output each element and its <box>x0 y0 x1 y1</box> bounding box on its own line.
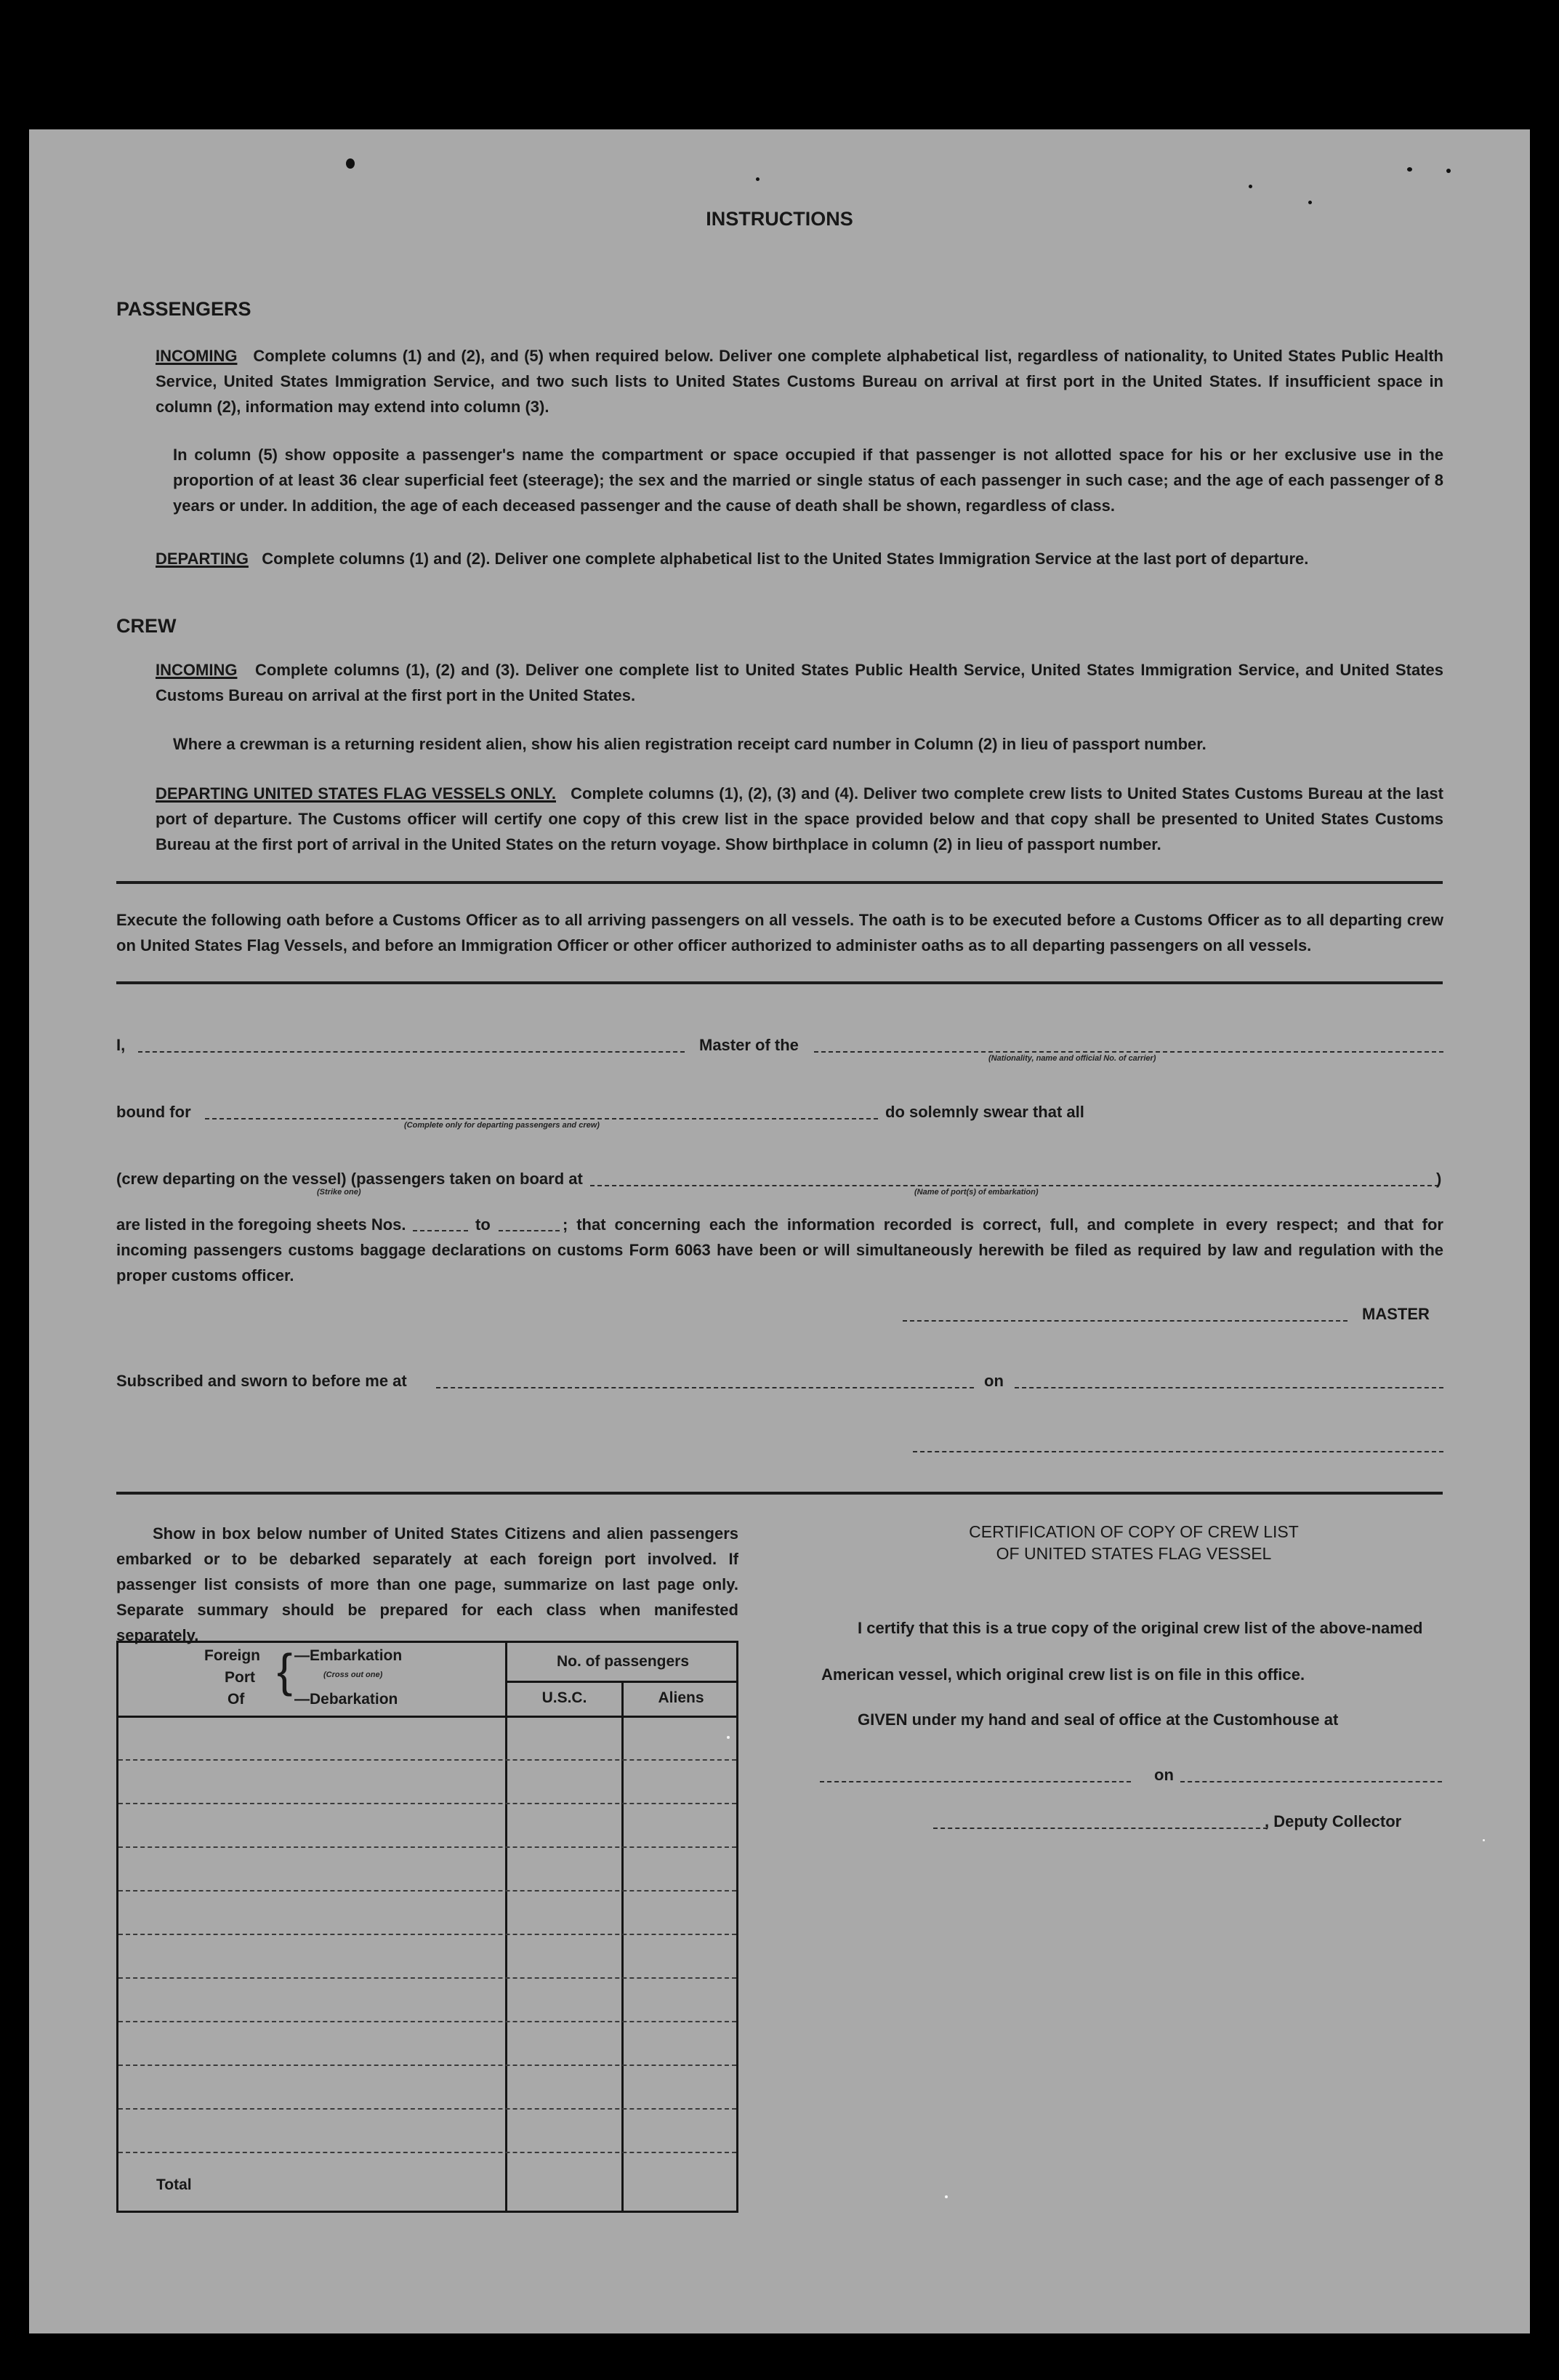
oath-i-label: I, <box>116 1036 126 1054</box>
ink-speck <box>1249 185 1252 188</box>
ink-speck <box>346 158 355 169</box>
bound-for-hint: (Complete only for departing passengers and crew) <box>404 1121 600 1130</box>
listed-sheets-label: are listed in the foregoing sheets Nos. <box>116 1215 406 1234</box>
oath-intro: Execute the following oath before a Customs Officer as to all arriving passengers on all vessels. The oath is to be executed before a Customs Officer as to all departing crew on United States Flag Vessels, and before an Immigration Officer or other officer authorized to administer oaths as to all departing passengers on all vessels. <box>116 911 1443 954</box>
brace-glyph: { <box>277 1644 293 1697</box>
close-paren: ) <box>1436 1170 1442 1188</box>
bound-for-field[interactable] <box>205 1118 878 1119</box>
crew-departing-paragraph <box>156 781 1443 857</box>
carrier-hint: (Nationality, name and official No. of carrier) <box>988 1054 1156 1063</box>
table-row[interactable] <box>118 1977 736 1979</box>
port-label: Port <box>225 1669 255 1686</box>
bound-for-label: bound for <box>116 1103 191 1121</box>
section-divider <box>116 1492 1443 1495</box>
do-swear-text: do solemnly swear that all <box>885 1103 1084 1121</box>
master-of-label: Master of the <box>699 1036 799 1054</box>
master-name-field[interactable] <box>138 1051 685 1053</box>
master-label: MASTER <box>1362 1305 1430 1323</box>
port-hint: (Name of port(s) of embarkation) <box>914 1188 1039 1197</box>
customhouse-field[interactable] <box>820 1781 1131 1782</box>
section-divider <box>116 981 1443 984</box>
table-header-rule <box>118 1716 736 1718</box>
crew-incoming-text: Complete columns (1), (2) and (3). Deliver one complete list to United States Public Health Service, United States Immigration Service, and United States Customs Bureau on arrival at the first port in the United States. <box>156 661 1443 704</box>
no-passengers-header: No. of passengers <box>556 1653 690 1670</box>
crew-incoming-label: INCOMING <box>156 661 238 679</box>
passengers-column5-text: In column (5) show opposite a passenger's name the compartment or space occupied if that passenger is not allotted space for his or her exclusive use in the proportion of at least 36 clear superficial feet (steerage); the sex and the married or single status of each passenger in such case; and the age of each passenger of 8 years or under. In addition, the age of each deceased passenger and the cause of death shall be shown, regardless of class. <box>173 446 1443 515</box>
ink-speck <box>1446 169 1451 173</box>
table-row[interactable] <box>118 2152 736 2153</box>
crew-incoming-paragraph <box>156 657 1443 708</box>
aliens-header: Aliens <box>658 1689 704 1706</box>
crew-passengers-text: (crew departing on the vessel) (passengers taken on board at <box>116 1170 583 1188</box>
certification-date-field[interactable] <box>1180 1781 1442 1782</box>
table-row[interactable] <box>118 1846 736 1848</box>
table-divider <box>505 1643 507 2211</box>
officer-signature-field[interactable] <box>913 1451 1443 1452</box>
embarkation-option[interactable]: —Embarkation <box>294 1647 403 1664</box>
listed-to-label: to <box>475 1215 491 1234</box>
passengers-departing-paragraph <box>156 546 1443 571</box>
foreign-label: Foreign <box>204 1647 260 1664</box>
certification-line2: American vessel, which original crew list is on file in this office. <box>821 1665 1305 1684</box>
total-label: Total <box>156 2176 192 2193</box>
crew-departing-text: Complete columns (1), (2), (3) and (4). Deliver two complete crew lists to United States Customs Bureau at the last port of departure. The Customs officer will certify one copy of this crew list in the space provided below and that copy shall be presented to United States Customs Bureau at the first port of arrival in the United States on the return voyage. Show birthplace in column (2) in lieu of passport number. <box>156 784 1443 853</box>
sworn-on-label: on <box>984 1372 1004 1390</box>
ink-speck <box>756 177 760 181</box>
passengers-departing-text: Complete columns (1) and (2). Deliver one complete alphabetical list to the United States Immigration Service at the last port of departure. <box>262 550 1309 568</box>
debarkation-option[interactable]: —Debarkation <box>294 1691 398 1708</box>
certification-title-line2: OF UNITED STATES FLAG VESSEL <box>996 1544 1272 1563</box>
dust-speck <box>945 2195 948 2198</box>
certification-line1: I certify that this is a true copy of the original crew list of the above-named <box>858 1619 1423 1637</box>
passengers-departing-label: DEPARTING <box>156 550 249 568</box>
table-divider <box>505 1681 736 1683</box>
table-row[interactable] <box>118 2108 736 2110</box>
instructions-title: INSTRUCTIONS <box>706 208 853 230</box>
subscribed-label: Subscribed and sworn to before me at <box>116 1372 407 1390</box>
strike-one-hint: (Strike one) <box>317 1188 361 1197</box>
summary-instructions: Show in box below number of United States Citizens and alien passengers embarked or to be debarked separately at each foreign port involved. If passenger list consists of more than one page, summarize on last page only. Separate summary should be prepared for each class when manifested separately. <box>116 1524 738 1644</box>
listed-sheets-text: ; that concerning each the information recorded is correct, full, and complete in every respect; and that for incoming passengers customs baggage declarations on customs Form 6063 have been or will simultaneously herewith be filed as required by law and regulation with the proper customs officer. <box>116 1215 1443 1285</box>
passengers-incoming-label: INCOMING <box>156 347 238 365</box>
table-row[interactable] <box>118 1934 736 1935</box>
crew-departing-label: DEPARTING UNITED STATES FLAG VESSELS ONLY. <box>156 784 557 803</box>
ink-speck <box>1407 167 1412 172</box>
crew-heading: CREW <box>116 615 177 637</box>
deputy-signature-field[interactable] <box>933 1828 1268 1829</box>
table-row[interactable] <box>118 1890 736 1891</box>
section-divider <box>116 881 1443 884</box>
cross-out-hint: (Cross out one) <box>323 1671 383 1679</box>
carrier-field[interactable] <box>814 1051 1443 1053</box>
deputy-collector-label: , Deputy Collector <box>1265 1812 1402 1830</box>
master-signature-field[interactable] <box>903 1320 1347 1322</box>
table-row[interactable] <box>118 1803 736 1804</box>
of-label: Of <box>227 1691 245 1708</box>
table-row[interactable] <box>118 2065 736 2066</box>
passengers-heading: PASSENGERS <box>116 298 251 320</box>
usc-header: U.S.C. <box>541 1689 587 1706</box>
certification-line3: GIVEN under my hand and seal of office at the Customhouse at <box>858 1710 1339 1729</box>
embarkation-port-field[interactable] <box>590 1185 1439 1186</box>
crew-resident-text: Where a crewman is a returning resident alien, show his alien registration receipt card number in Column (2) in lieu of passport number. <box>173 735 1206 753</box>
table-row[interactable] <box>118 1759 736 1761</box>
certification-title-line1: CERTIFICATION OF COPY OF CREW LIST <box>969 1522 1299 1541</box>
ink-speck <box>1308 201 1312 204</box>
table-row[interactable] <box>118 2021 736 2022</box>
dust-speck <box>1483 1839 1485 1841</box>
sworn-location-field[interactable] <box>436 1387 974 1388</box>
passenger-summary-table <box>116 1641 738 2213</box>
passengers-incoming-text: Complete columns (1) and (2), and (5) when required below. Deliver one complete alphabetical list, regardless of nationality, to United States Public Health Service, United States Immigration Service, and two such lists to United States Customs Bureau on arrival at first port in the United States. If insufficient space in column (2), information may extend into column (3). <box>156 347 1443 416</box>
sworn-date-field[interactable] <box>1015 1387 1443 1388</box>
certification-on-label: on <box>1154 1766 1174 1784</box>
passengers-incoming-paragraph <box>156 343 1443 419</box>
